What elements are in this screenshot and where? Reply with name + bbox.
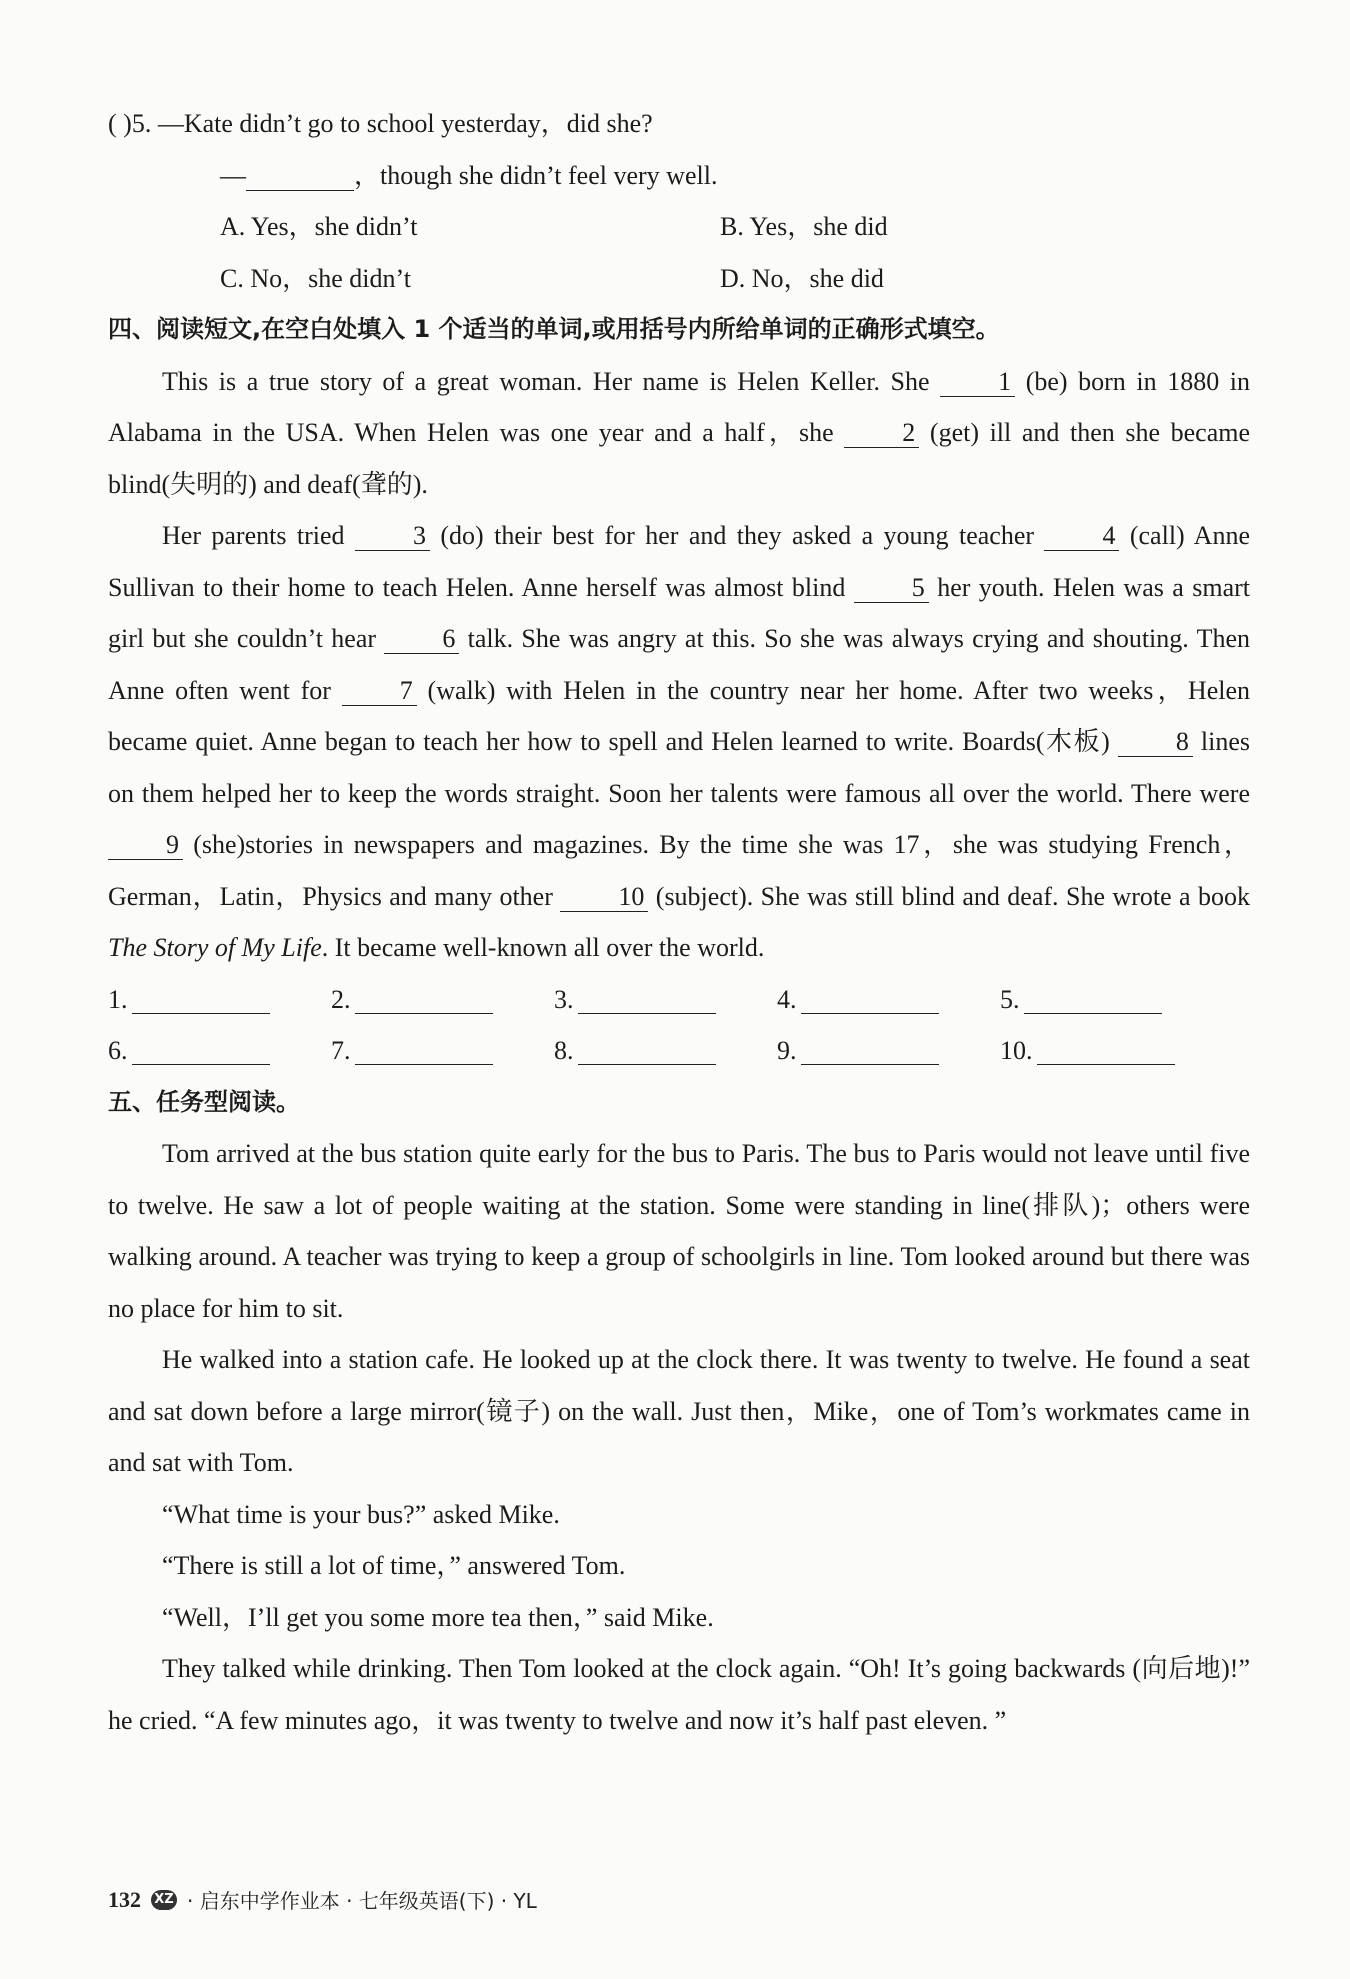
question-text: —Kate didn’t go to school yesterday，did she? xyxy=(157,109,653,138)
answer-line-8[interactable] xyxy=(578,1040,716,1065)
option-b[interactable]: B. Yes，she did xyxy=(720,212,888,241)
blank-10[interactable]: 10 xyxy=(560,883,648,912)
story-paragraph: “There is still a lot of time，” answered Tom. xyxy=(162,1551,626,1580)
answer-label: 4. xyxy=(777,984,797,1014)
reply-dash: — xyxy=(220,160,246,190)
answer-line-2[interactable] xyxy=(355,989,493,1014)
option-a[interactable]: A. Yes，she didn’t xyxy=(220,212,418,241)
answer-cell xyxy=(777,1025,1000,1077)
blank-1[interactable]: 1 xyxy=(940,368,1015,397)
section-5-title: 五、任务型阅读。 xyxy=(108,1087,300,1116)
answer-line-1[interactable] xyxy=(132,989,270,1014)
text: (call) Anne Sullivan to their home to teach Helen. Anne herself was almost blind xyxy=(108,521,1251,602)
answer-label: 6. xyxy=(108,1036,128,1065)
answer-line-7[interactable] xyxy=(355,1040,493,1065)
answer-grid xyxy=(108,974,1250,1077)
reply-blank[interactable] xyxy=(246,162,354,191)
text: lines on them helped her to keep the words straight. Soon her talents were famous all over the world. There were xyxy=(108,727,1250,808)
passage-paragraph-1 xyxy=(108,356,1250,511)
text: This is a true story of a great woman. Her name is Helen Keller. She xyxy=(162,366,930,396)
answer-cell xyxy=(108,1025,331,1077)
answer-label: 1. xyxy=(108,984,128,1014)
answer-line-4[interactable] xyxy=(801,989,939,1014)
answer-cell xyxy=(1000,1025,1223,1077)
book-name: · 启东中学作业本 · 七年级英语(下) · YL xyxy=(187,1889,537,1913)
answer-label: 10. xyxy=(1000,1036,1033,1065)
answer-line-9[interactable] xyxy=(801,1040,939,1065)
blank-3[interactable]: 3 xyxy=(355,522,430,551)
answer-label: 8. xyxy=(554,1036,574,1065)
text: (get) ill and then she became blind(失明的) and deaf(聋的). xyxy=(108,418,1250,499)
answer-cell xyxy=(554,974,777,1026)
answer-line-10[interactable] xyxy=(1037,1040,1175,1065)
page-content xyxy=(108,98,1250,1746)
option-c[interactable]: C. No，she didn’t xyxy=(220,263,411,293)
blank-7[interactable]: 7 xyxy=(342,677,417,706)
passage-paragraph-2 xyxy=(108,510,1250,974)
answer-cell xyxy=(1000,974,1223,1026)
text: Her parents tried xyxy=(162,521,345,550)
blank-5[interactable]: 5 xyxy=(854,574,929,603)
answer-cell xyxy=(554,1025,777,1077)
answer-label: 2. xyxy=(331,984,351,1014)
story-paragraph: Tom arrived at the bus station quite early for the bus to Paris. The bus to Paris would not leave until five to twelve. He saw a lot of people waiting at the station. Some were standing in line(排队)；others were walking around. A teacher was trying to keep a group of schoolgirls in line. Tom looked around but there was no place for him to sit. xyxy=(108,1139,1250,1323)
text: (walk) with Helen in the country near her home. After two weeks，Helen became quiet. Anne began to teach her how to spell and Helen learned to write. Boards(木板) xyxy=(108,675,1251,756)
answer-label: 7. xyxy=(331,1036,351,1065)
blank-9[interactable]: 9 xyxy=(108,831,183,860)
answer-cell xyxy=(331,1025,554,1077)
series-badge: XZ xyxy=(151,1890,177,1910)
options-ab xyxy=(108,201,1250,253)
text: (subject). She was still blind and deaf. She wrote a book xyxy=(655,881,1251,911)
section-4-passage xyxy=(108,356,1250,974)
answer-line-6[interactable] xyxy=(132,1040,270,1065)
page-number: 132 xyxy=(108,1886,141,1912)
page-footer xyxy=(108,1885,537,1914)
answer-cell xyxy=(331,974,554,1026)
text: her youth. Helen was a smart girl but she couldn’t hear xyxy=(108,572,1250,653)
section-5-passage xyxy=(108,1128,1250,1746)
text: talk. She was angry at this. So she was always crying and shouting. Then Anne often went for xyxy=(108,624,1251,705)
text: . It became well-known all over the world. xyxy=(321,933,765,962)
section-4-title: 四、阅读短文,在空白处填入 1 个适当的单词,或用括号内所给单词的正确形式填空。 xyxy=(108,315,1000,343)
blank-6[interactable]: 6 xyxy=(384,625,459,654)
question-5 xyxy=(108,98,1250,150)
answer-cell xyxy=(777,974,1000,1026)
answer-paren: ( )5. xyxy=(108,109,152,138)
blank-8[interactable]: 8 xyxy=(1118,728,1193,757)
blank-4[interactable]: 4 xyxy=(1044,522,1119,551)
story-paragraph: “What time is your bus?” asked Mike. xyxy=(162,1499,560,1529)
blank-2[interactable]: 2 xyxy=(844,419,919,448)
text: (do) their best for her and they asked a young teacher xyxy=(440,521,1035,550)
options-cd xyxy=(108,253,1250,305)
story-paragraph: He walked into a station cafe. He looked up at the clock there. It was twenty to twelve. He found a seat and sat down before a large mirror(镜子) on the wall. Just then，Mike，one of Tom’s workmates came in and sat with Tom. xyxy=(108,1345,1250,1477)
reply-text: ，though she didn’t feel very well. xyxy=(354,160,718,190)
question-5-reply xyxy=(108,150,1250,202)
answer-label: 9. xyxy=(777,1036,797,1065)
text: (be) born in 1880 in Alabama in the USA. When Helen was one year and a half，she xyxy=(108,366,1250,447)
story-paragraph: “Well，I’ll get you some more tea then，” said Mike. xyxy=(162,1602,714,1632)
answer-cell xyxy=(108,974,331,1026)
option-d[interactable]: D. No，she did xyxy=(720,263,884,293)
text: (she)stories in newspapers and magazines. By the time she was 17，she was studying French，German，Latin，Physics and many other xyxy=(108,830,1251,911)
answer-line-5[interactable] xyxy=(1024,989,1162,1014)
story-paragraph: They talked while drinking. Then Tom looked at the clock again. “Oh! It’s going backwards (向后地)!” he cried. “A few minutes ago，it was twenty to twelve and now it’s half past eleven. ” xyxy=(108,1654,1250,1735)
book-title: The Story of My Life xyxy=(108,933,322,962)
answer-label: 3. xyxy=(554,984,574,1014)
answer-label: 5. xyxy=(1000,984,1020,1014)
answer-line-3[interactable] xyxy=(578,989,716,1014)
